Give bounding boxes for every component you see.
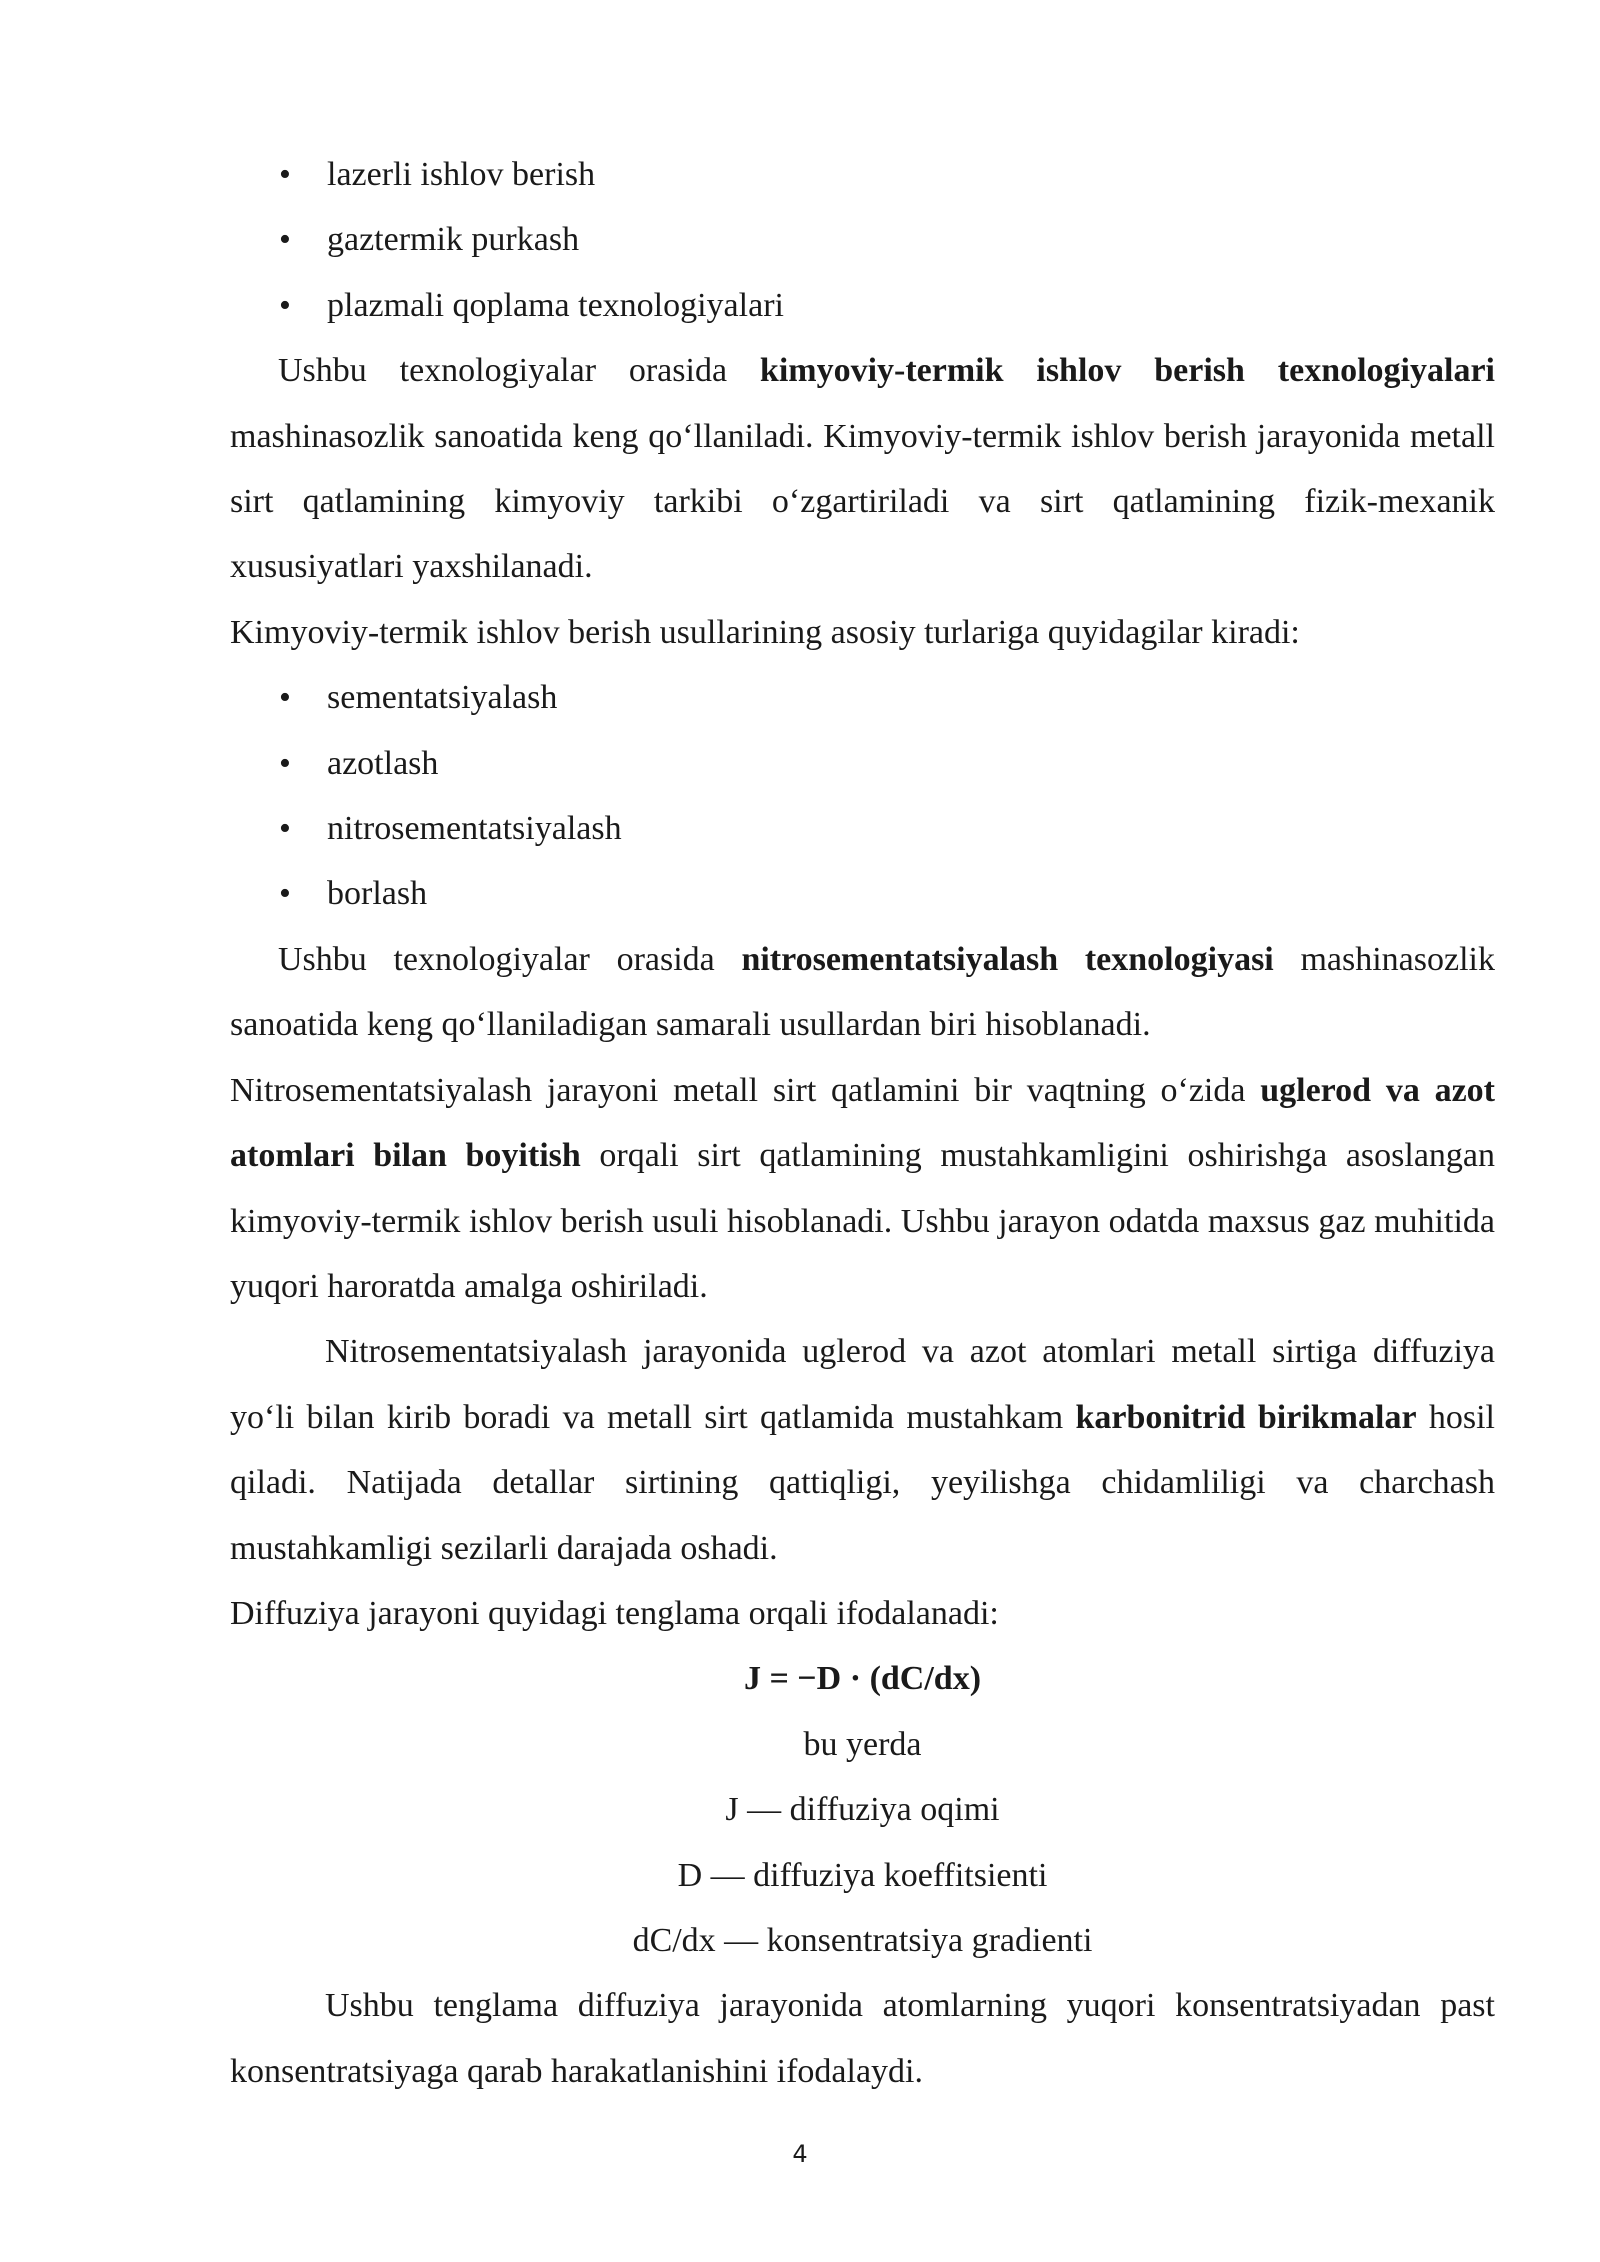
bullet-icon: • xyxy=(279,875,291,913)
list-item: • azotlash xyxy=(230,731,1495,796)
list-item: • gaztermik purkash xyxy=(230,207,1495,272)
bullet-icon: • xyxy=(279,221,291,259)
definition-line: dC/dx — konsentratsiya gradienti xyxy=(632,1921,1093,1959)
equation-intro: Diffuziya jarayoni quyidagi tenglama orqali ifodalanadi: xyxy=(230,1594,999,1632)
page-number: 4 xyxy=(792,2140,808,2168)
paragraph-nitrocementation: Ushbu texnologiyalar orasida nitrosementatsiyalash texnologiyasi mashinasozlik sanoatida keng qo‘llaniladigan samarali usullardan biri hisoblanadi. xyxy=(230,940,1495,1044)
list-item: • nitrosementatsiyalash xyxy=(230,796,1495,861)
where-label: bu yerda xyxy=(803,1725,922,1763)
paragraph-process: Nitrosementatsiyalash jarayoni metall sirt qatlamini bir vaqtning o‘zida uglerod va azot atomlari bilan boyitish orqali sirt qatlamining mustahkamligini oshirishga asoslangan kimyoviy-termik ishlov berish usuli hisoblanadi. Ushbu jarayon odatda maxsus gaz muhitida yuqori haroratda amalga oshiriladi. xyxy=(230,1071,1495,1305)
paragraph-conclusion: Ushbu tenglama diffuziya jarayonida atomlarning yuqori konsentratsiyadan past konsentratsiyaga qarab harakatlanishini ifodalaydi. xyxy=(230,1987,1495,2090)
list-item: • sementatsiyalash xyxy=(230,665,1495,730)
paragraph-chemical-thermal: Ushbu texnologiyalar orasida kimyoviy-termik ishlov berish texnologiyalari mashinasozlik sanoatida keng qo‘llaniladi. Kimyoviy-termik ishlov berish jarayonida metall sirt qatlamining kimyoviy tarkibi o‘zgartiriladi va sirt qatlamining fizik-mexanik xususiyatlari yaxshilanadi. xyxy=(230,352,1495,586)
bullet-icon: • xyxy=(279,679,291,717)
diffusion-equation: J = −D · (dC/dx) xyxy=(743,1660,982,1698)
methods-list xyxy=(230,665,1495,927)
list-item: • plazmali qoplama texnologiyalari xyxy=(230,273,1495,338)
definition-line: D — diffuziya koeffitsienti xyxy=(677,1856,1048,1894)
list-item: • borlash xyxy=(230,861,1495,926)
bullet-icon: • xyxy=(279,810,291,848)
list-item: • lazerli ishlov berish xyxy=(230,142,1495,207)
methods-intro: Kimyoviy-termik ishlov berish usullarining asosiy turlariga quyidagilar kiradi: xyxy=(230,613,1300,651)
bullet-icon: • xyxy=(279,744,291,782)
definition-line: J — diffuziya oqimi xyxy=(725,1791,1000,1829)
bullet-icon: • xyxy=(279,156,291,193)
technology-list xyxy=(230,142,1495,338)
bullet-icon: • xyxy=(279,286,291,324)
document-page xyxy=(230,142,1495,2104)
paragraph-diffusion: Nitrosementatsiyalash jarayonida uglerod va azot atomlari metall sirtiga diffuziya yo‘li bilan kirib boradi va metall sirt qatlamida mustahkam karbonitrid birikmalar hosil qiladi. Natijada detallar sirtining qattiqligi, yeyilishga chidamliligi va charchash mustahkamligi sezilarli darajada oshadi. xyxy=(230,1333,1495,1567)
